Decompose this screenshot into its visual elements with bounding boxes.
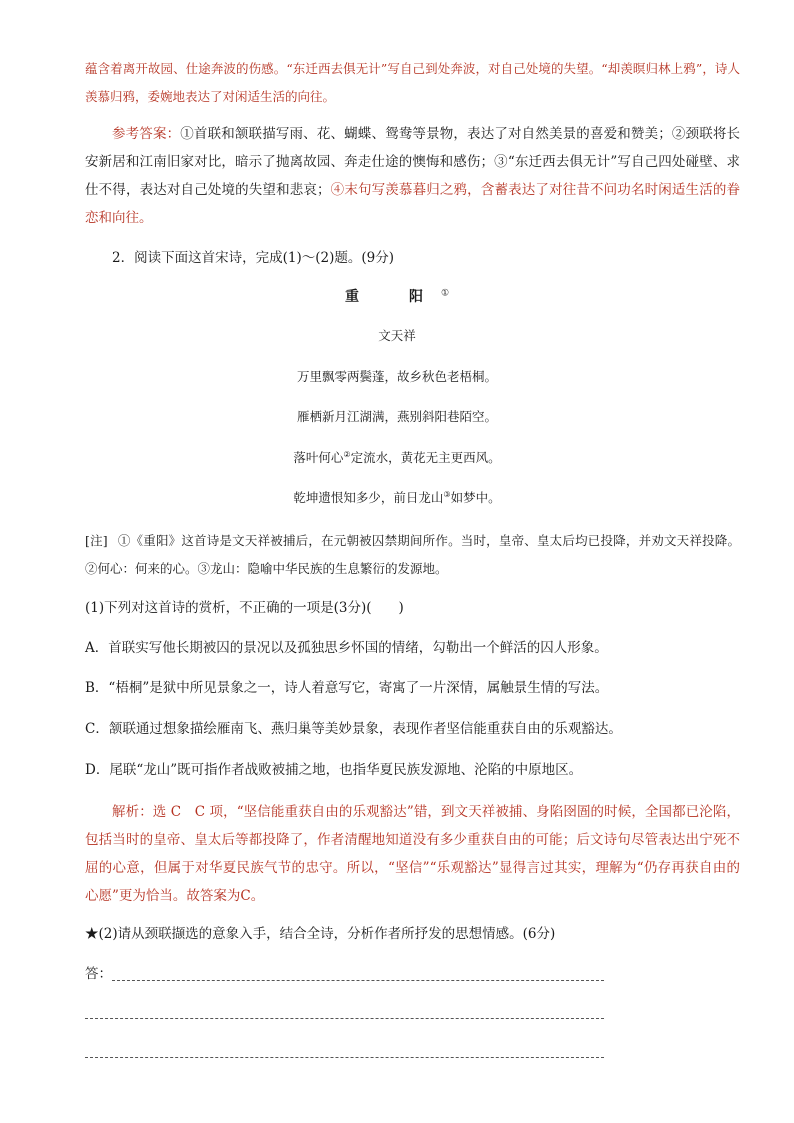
notes-text: ①《重阳》这首诗是文天祥被捕后，在元朝被囚禁期间所作。当时，皇帝、皇太后均已投降，并劝文天祥投降。②何心：何来的心。③龙山：隐喻中华民族的生息繁衍的发源地。 (85, 533, 740, 576)
option-a: A．首联实写他长期被囚的景况以及孤独思乡怀国的情绪，勾勒出一个鲜活的囚人形象。 (85, 640, 608, 656)
poem-line-4: 乾坤遗恨知多少，前日龙山③如梦中。 (293, 489, 501, 505)
poem-line-1: 万里飘零两鬓蓬，故乡秋色老梧桐。 (296, 369, 497, 384)
notes-label: [注] (85, 533, 108, 548)
answer-part-2: ④末句写羡慕暮归之鸦，含蓄表达了对往昔不问功名时闲适生活的眷恋和向往。 (85, 182, 740, 226)
poem-notes (85, 527, 740, 583)
poem-title: 重 阳① (344, 288, 450, 305)
answer-line-3[interactable] (85, 1057, 604, 1058)
answer-label: 参考答案： (112, 126, 181, 142)
answer-label-2: 答： (85, 966, 112, 982)
option-c: C．颔联通过想象描绘雁南飞、燕归巢等美妙景象，表现作者坚信能重获自由的乐观豁达。 (85, 721, 622, 737)
prev-reference-answer (85, 120, 740, 232)
option-d: D．尾联“龙山”既可指作者战败被捕之地，也指华夏民族发源地、沦陷的中原地区。 (85, 762, 583, 778)
subquestion-1-analysis: 解析：选 C C 项，“坚信能重获自由的乐观豁达”错，到文天祥被捕、身陷囹圄的时候，全国都已沦陷，包括当时的皇帝、皇太后等都投降了，作者清醒地知道没有多少重获自由的可能；后文诗句尽管表达出宁死不屈的心意，但属于对华夏民族气节的忠守。所以，“坚信”“乐观豁达”显得言过其实，理解为“仍存再获自由的心愿”更为恰当。故答案为C。 (85, 804, 740, 904)
subquestion-1-prompt: (1)下列对这首诗的赏析，不正确的一项是(3分)( ) (85, 600, 404, 616)
poem-line-3: 落叶何心②定流水，黄花无主更西风。 (293, 449, 501, 465)
poem-author: 文天祥 (378, 328, 416, 343)
answer-line-1[interactable] (112, 980, 604, 981)
option-b: B．“梧桐”是狱中所见景象之一，诗人着意写它，寄寓了一片深情，属触景生情的写法。 (85, 680, 609, 696)
poem-footnote-2: ② (343, 449, 351, 459)
poem-title-footnote: ① (440, 288, 450, 299)
answer-line-2[interactable] (85, 1018, 604, 1019)
subquestion-2-prompt: ★(2)请从颈联撷选的意象入手，结合全诗，分析作者所抒发的思想情感。(6分) (85, 926, 556, 942)
answer-part-1: ①首联和颔联描写雨、花、蝴蝶、鸳鸯等景物，表达了对自然美景的喜爱和赞美；②颈联将长安新居和江南旧家对比，暗示了抛离故园、奔走仕途的懊悔和感伤；③“东迁西去俱无计”写自己四处碰壁、求仕不得，表达对自己处境的失望和悲哀； (85, 126, 741, 198)
question-prompt: 2．阅读下面这首宋诗，完成(1)～(2)题。(9分) (112, 250, 394, 266)
poem-line-2: 雁栖新月江湖满，燕别斜阳巷陌空。 (296, 409, 497, 424)
poem-footnote-3: ③ (443, 489, 451, 499)
prev-analysis-continuation: 蕴含着离开故园、仕途奔波的伤感。“东迁西去俱无计”写自己到处奔波，对自己处境的失望。“却羡暝归林上鸦”，诗人羡慕归鸦，委婉地表达了对闲适生活的向往。 (85, 61, 740, 104)
